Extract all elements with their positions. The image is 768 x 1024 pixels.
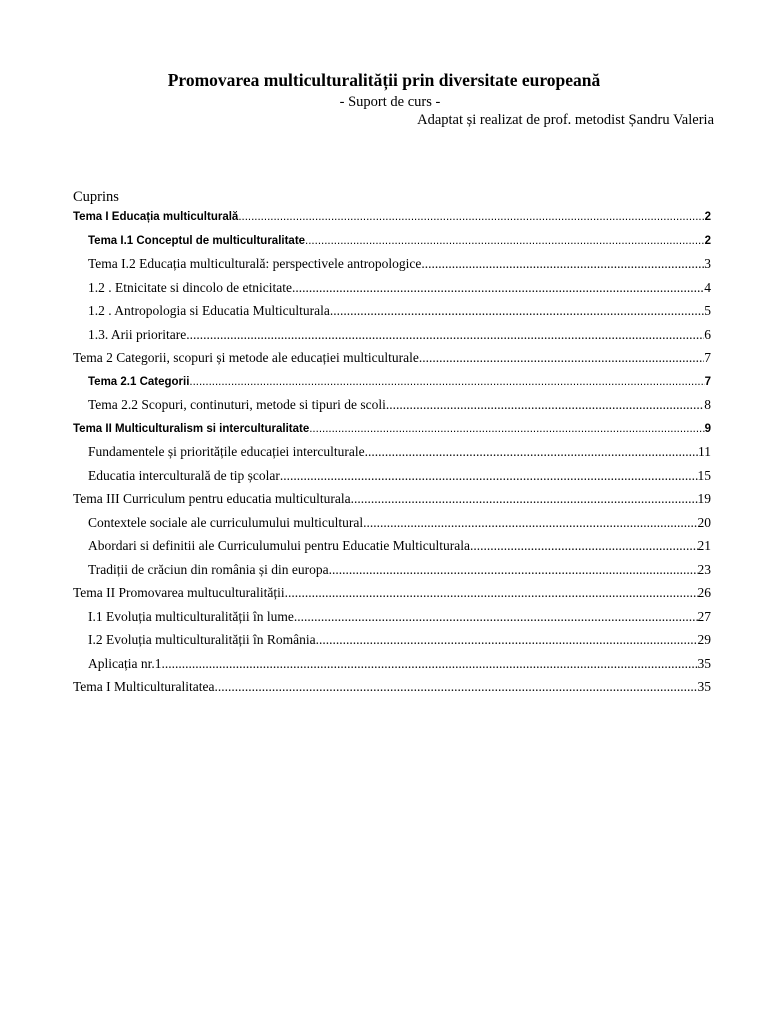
toc-entry-page-number: 6 xyxy=(704,327,711,342)
toc-entry[interactable] xyxy=(88,232,711,250)
toc-entry-label: Tema 2.1 Categorii xyxy=(88,376,190,388)
toc-entry-page-number: 21 xyxy=(697,538,711,553)
toc-entry[interactable] xyxy=(73,584,711,602)
toc-entry[interactable] xyxy=(88,514,711,532)
toc-entry[interactable] xyxy=(73,208,711,226)
toc-entry-page-number: 27 xyxy=(697,609,711,624)
toc-entry[interactable] xyxy=(88,561,711,579)
toc-entry[interactable] xyxy=(73,349,711,367)
toc-entry[interactable] xyxy=(88,537,711,555)
toc-entry-page-number: 11 xyxy=(698,444,711,459)
toc-entry-label: Tema I.2 Educația multiculturală: perspectivele antropologice xyxy=(88,256,422,271)
toc-entry-label: Abordari si definitii ale Curriculumului pentru Educatie Multiculturala xyxy=(88,538,471,553)
toc-entry-page-number: 9 xyxy=(704,423,711,435)
document-subtitle: - Suport de curs - xyxy=(339,94,441,110)
toc-entry[interactable] xyxy=(88,608,711,626)
toc-entry[interactable] xyxy=(88,279,711,297)
toc-entry[interactable] xyxy=(88,326,711,344)
toc-entry-page-number: 2 xyxy=(704,235,711,247)
toc-entry-label: Tema I Multiculturalitatea xyxy=(73,679,215,694)
toc-dot-leader xyxy=(316,631,698,649)
toc-entry-page-number: 23 xyxy=(697,562,711,577)
toc-dot-leader xyxy=(329,561,698,579)
toc-entry-label: Fundamentele și prioritățile educației interculturale xyxy=(88,444,365,459)
toc-entry-page-number: 8 xyxy=(704,397,711,412)
toc-dot-leader xyxy=(161,655,697,673)
toc-dot-leader xyxy=(330,302,704,320)
toc-entry-label: Tema II Multiculturalism si interculturalitate xyxy=(73,423,310,435)
document-title: Promovarea multiculturalității prin diversitate europeană xyxy=(167,70,601,90)
toc-entry-page-number: 35 xyxy=(697,679,711,694)
toc-entry-label: Tema 2.2 Scopuri, continuturi, metode si tipuri de scoli xyxy=(88,397,386,412)
toc-dot-leader xyxy=(280,467,698,485)
toc-dot-leader xyxy=(294,608,698,626)
toc-entry-label: Tema III Curriculum pentru educatia multiculturala xyxy=(73,491,351,506)
toc-entry-label: 1.2 . Etnicitate si dincolo de etnicitate xyxy=(88,280,292,295)
toc-dot-leader xyxy=(365,443,698,461)
toc-entry-page-number: 2 xyxy=(704,211,711,223)
toc-entry[interactable] xyxy=(88,302,711,320)
toc-heading: Cuprins xyxy=(73,189,119,205)
toc-entry-label: 1.3. Arii prioritare xyxy=(88,327,187,342)
toc-dot-leader xyxy=(238,208,704,226)
toc-dot-leader xyxy=(351,490,698,508)
toc-entry[interactable] xyxy=(88,467,711,485)
toc-entry-page-number: 35 xyxy=(697,656,711,671)
toc-dot-leader xyxy=(305,232,705,250)
toc-entry-page-number: 4 xyxy=(704,280,711,295)
document-author: Adaptat și realizat de prof. metodist Șandru Valeria xyxy=(417,112,714,128)
toc-entry-label: Tema 2 Categorii, scopuri și metode ale educației multiculturale xyxy=(73,350,419,365)
toc-entry-label: Tradiții de crăciun din românia și din europa xyxy=(88,562,329,577)
toc-entry-label: Tema I Educația multiculturală xyxy=(73,211,239,223)
toc-entry-page-number: 29 xyxy=(697,632,711,647)
toc-entry-page-number: 3 xyxy=(704,256,711,271)
toc-dot-leader xyxy=(386,396,704,414)
toc-entry-page-number: 7 xyxy=(704,376,711,388)
toc-entry[interactable] xyxy=(88,396,711,414)
toc-dot-leader xyxy=(470,537,697,555)
toc-dot-leader xyxy=(292,279,704,297)
toc-entry-page-number: 20 xyxy=(697,515,711,530)
toc-entry-page-number: 19 xyxy=(697,491,711,506)
toc-entry-page-number: 7 xyxy=(704,350,711,365)
toc-entry[interactable] xyxy=(88,631,711,649)
toc-entry-label: I.2 Evoluția multiculturalității în România xyxy=(88,632,316,647)
toc-entry[interactable] xyxy=(73,490,711,508)
toc-entry-page-number: 15 xyxy=(697,468,711,483)
toc-entry[interactable] xyxy=(88,655,711,673)
toc-dot-leader xyxy=(419,349,704,367)
toc-dot-leader xyxy=(421,255,704,273)
toc-dot-leader xyxy=(215,678,698,696)
toc-entry[interactable] xyxy=(88,255,711,273)
toc-entry-label: Tema I.1 Conceptul de multiculturalitate xyxy=(88,235,306,247)
toc-dot-leader xyxy=(186,326,704,344)
toc-dot-leader xyxy=(189,373,704,391)
toc-entry-label: 1.2 . Antropologia si Educatia Multiculturala xyxy=(88,303,330,318)
toc-entry-label: Contextele sociale ale curriculumului multicultural xyxy=(88,515,364,530)
toc-entry-label: Aplicația nr.1 xyxy=(88,656,162,671)
toc-entry-label: Tema II Promovarea multuculturalității xyxy=(73,585,285,600)
toc-entry[interactable] xyxy=(88,373,711,391)
toc-entry-label: Educatia interculturală de tip școlar xyxy=(88,468,280,483)
toc-entry-label: I.1 Evoluția multiculturalității în lume xyxy=(88,609,294,624)
toc-dot-leader xyxy=(363,514,697,532)
toc-dot-leader xyxy=(309,420,704,438)
toc-entry[interactable] xyxy=(73,420,711,438)
toc-dot-leader xyxy=(285,584,698,602)
toc-entry-page-number: 5 xyxy=(704,303,711,318)
toc-entry[interactable] xyxy=(88,443,711,461)
toc-entry-page-number: 26 xyxy=(697,585,711,600)
toc-entry[interactable] xyxy=(73,678,711,696)
